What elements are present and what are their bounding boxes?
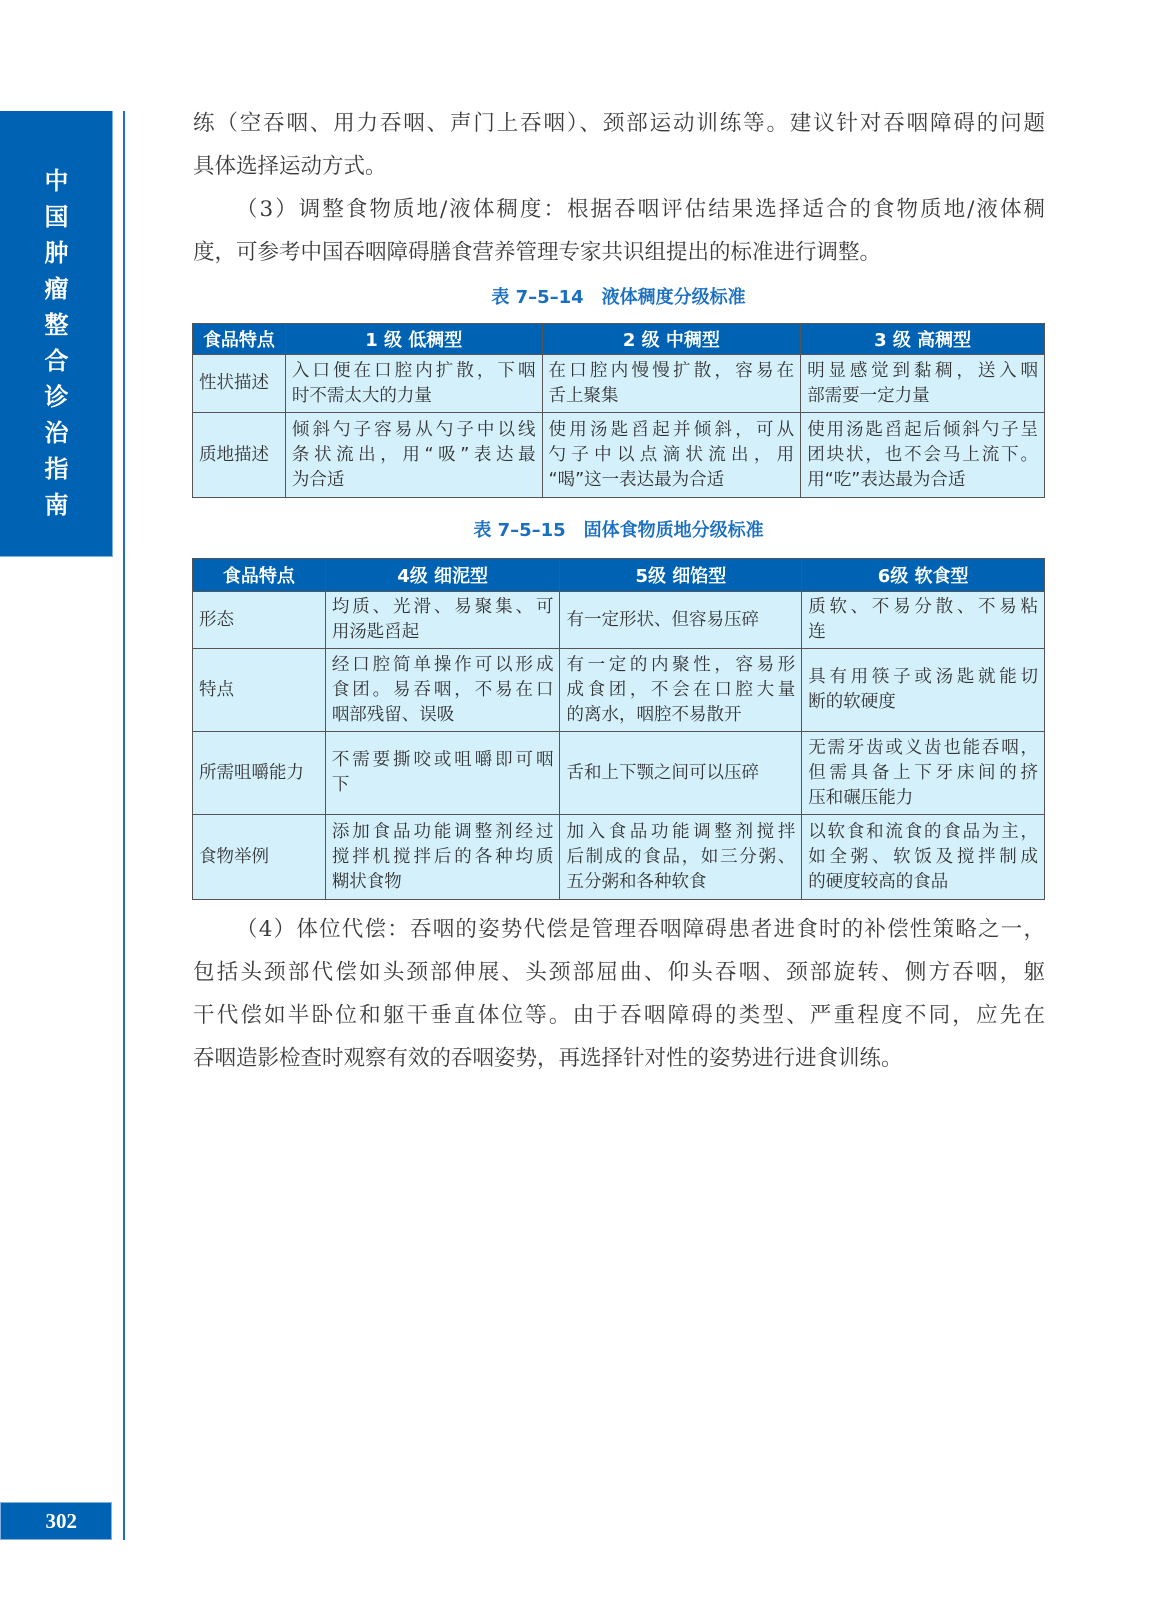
table-row [193, 592, 1045, 649]
cell-text-line: 糊状食物 [331, 871, 402, 892]
table-row [193, 649, 1045, 732]
column-header: 4级 细泥型 [325, 559, 560, 592]
book-title-char: 治 [44, 419, 69, 447]
outro-paragraph [193, 908, 1045, 1080]
book-title-char: 中 [44, 167, 69, 195]
row-label-cell [193, 413, 286, 498]
cell-text-line: 断的软硬度 [808, 692, 896, 712]
cell-text-line: 所需咀嚼能力 [199, 762, 304, 783]
cell-text-line: 五分粥和各种软食 [566, 871, 707, 892]
column-header: 食品特点 [193, 559, 326, 592]
cell-text-line: 压和碾压能力 [808, 787, 914, 808]
text-line: 具体选择运动方式。 [193, 154, 387, 179]
header-row [193, 559, 1045, 592]
margin-divider-line [123, 111, 125, 1540]
table-cell [802, 732, 1045, 815]
cell-text-line: 形态 [199, 609, 234, 630]
table-cell [802, 649, 1045, 732]
cell-text-line: 均质、光滑、易聚集、可 [331, 597, 554, 617]
cell-text-line: 搅拌机搅拌后的各种均质 [331, 846, 554, 867]
cell-text-line: 添加食品功能调整剂经过 [331, 821, 554, 842]
cell-text-line: 以软食和流食的食品为主， [808, 821, 1038, 842]
book-title-char: 南 [44, 491, 69, 519]
row-label-cell [193, 592, 326, 649]
cell-text-line: 使用汤匙舀起并倾斜，可从 [548, 419, 795, 440]
text-line: 包括头颈部代偿如头颈部伸展、头颈部屈曲、仰头吞咽、颈部旋转、侧方吞咽，躯 [193, 960, 1045, 985]
column-header: 5级 细馅型 [560, 559, 802, 592]
table2-caption: 表 7–5–15 固体食物质地分级标准 [473, 520, 764, 541]
cell-text-line: 为合适 [291, 469, 345, 490]
table-row [193, 355, 1045, 413]
table1-caption: 表 7–5–14 液体稠度分级标准 [491, 287, 746, 308]
row-label-cell [193, 815, 326, 900]
text-line: 吞咽造影检查时观察有效的吞咽姿势，再选择针对性的姿势进行进食训练。 [193, 1046, 903, 1071]
table-row [193, 413, 1045, 498]
cell-text-line: 有一定的内聚性，容易形 [566, 654, 796, 675]
sidebar-book-title-band [0, 111, 113, 557]
cell-text-line: 食团。易吞咽，不易在口 [331, 679, 554, 700]
cell-text-line: 咽部残留、误吸 [331, 704, 455, 725]
book-title-char: 国 [44, 203, 69, 231]
liquid-consistency-table [192, 323, 1045, 498]
table-row [193, 732, 1045, 815]
header-row [193, 324, 1045, 355]
table-cell [802, 815, 1045, 900]
cell-text-line: 成食团，不会在口腔大量 [566, 679, 796, 700]
column-header: 6级 软食型 [802, 559, 1045, 592]
cell-text-line: 时不需太大的力量 [291, 385, 432, 406]
book-title [0, 163, 113, 523]
cell-text-line: 在口腔内慢慢扩散，容易在 [548, 360, 795, 381]
cell-text-line: 团块状，也不会马上流下。 [807, 444, 1038, 465]
row-label-cell [193, 649, 326, 732]
cell-text-line: 条状流出，用“吸”表达最 [291, 444, 536, 465]
cell-text-line: 特点 [199, 679, 234, 700]
text-line: 练（空吞咽、用力吞咽、声门上吞咽）、颈部运动训练等。建议针对吞咽障碍的问题 [193, 111, 1045, 136]
cell-text-line: 部需要一定力量 [807, 385, 930, 406]
solid-food-texture-table [192, 558, 1045, 900]
cell-text-line: 明显感觉到黏稠，送入咽 [807, 360, 1038, 381]
cell-text-line: 勺子中以点滴状流出，用 [548, 444, 795, 465]
column-header: 3 级 高稠型 [801, 324, 1045, 355]
book-title-char: 瘤 [44, 275, 69, 303]
cell-text-line: 具有用筷子或汤匙就能切 [808, 667, 1038, 687]
table-cell [560, 592, 802, 649]
table-row [193, 815, 1045, 900]
cell-text-line: 入口便在口腔内扩散，下咽 [291, 360, 536, 381]
text-line: （3）调整食物质地/液体稠度：根据吞咽评估结果选择适合的食物质地/液体稠 [236, 197, 1045, 222]
book-title-char: 诊 [44, 383, 69, 411]
text-line: 干代偿如半卧位和躯干垂直体位等。由于吞咽障碍的类型、严重程度不同，应先在 [193, 1003, 1045, 1028]
cell-text-line: 食物举例 [199, 846, 269, 867]
table-cell [560, 649, 802, 732]
table-cell [285, 413, 542, 498]
text-line: 度，可参考中国吞咽障碍膳食营养管理专家共识组提出的标准进行调整。 [193, 240, 882, 265]
text-line: （4）体位代偿：吞咽的姿势代偿是管理吞咽障碍患者进食时的补偿性策略之一， [236, 917, 1045, 942]
cell-text-line: 下 [331, 775, 350, 795]
cell-text-line: 舌上聚集 [548, 385, 619, 406]
cell-text-line: “喝”这一表达最为合适 [548, 469, 725, 490]
table-cell [325, 732, 560, 815]
table-cell [325, 592, 560, 649]
table-cell [325, 815, 560, 900]
cell-text-line: 有一定形状、但容易压碎 [566, 609, 759, 630]
table-cell [801, 413, 1045, 498]
table-cell [542, 355, 801, 413]
column-header: 食品特点 [193, 324, 286, 355]
book-title-char: 整 [44, 311, 69, 339]
row-label-cell [193, 732, 326, 815]
table-cell [560, 732, 802, 815]
row-label-cell [193, 355, 286, 413]
table-cell [802, 592, 1045, 649]
cell-text-line: 倾斜勺子容易从勺子中以线 [291, 419, 536, 440]
book-title-char: 肿 [44, 239, 69, 267]
cell-text-line: 如全粥、软饭及搅拌制成 [808, 846, 1038, 867]
cell-text-line: 质软、不易分散、不易粘 [808, 597, 1038, 617]
cell-text-line: 质地描述 [199, 444, 269, 465]
cell-text-line: 的离水，咽腔不易散开 [566, 704, 742, 725]
column-header: 2 级 中稠型 [542, 324, 801, 355]
book-title-char: 合 [44, 347, 69, 375]
cell-text-line: 无需牙齿或义齿也能吞咽， [808, 737, 1038, 758]
table-cell [325, 649, 560, 732]
table-cell [560, 815, 802, 900]
table-cell [285, 355, 542, 413]
page-number: 302 [0, 1502, 112, 1540]
cell-text-line: 经口腔简单操作可以形成 [331, 654, 554, 675]
cell-text-line: 使用汤匙舀起后倾斜勺子呈 [807, 419, 1038, 440]
intro-paragraph [193, 102, 1045, 274]
cell-text-line: 舌和上下颚之间可以压碎 [566, 762, 759, 783]
cell-text-line: 后制成的食品，如三分粥、 [566, 846, 796, 867]
table-cell [801, 355, 1045, 413]
cell-text-line: 不需要撕咬或咀嚼即可咽 [331, 750, 554, 770]
cell-text-line: 的硬度较高的食品 [808, 871, 949, 892]
table-cell [542, 413, 801, 498]
cell-text-line: 用汤匙舀起 [331, 622, 420, 642]
cell-text-line: 连 [808, 622, 826, 642]
cell-text-line: 性状描述 [199, 373, 269, 393]
cell-text-line: 但需具备上下牙床间的挤 [808, 762, 1038, 783]
column-header: 1 级 低稠型 [285, 324, 542, 355]
cell-text-line: 用“吃”表达最为合适 [807, 469, 966, 490]
cell-text-line: 加入食品功能调整剂搅拌 [566, 821, 796, 842]
book-title-char: 指 [44, 455, 69, 483]
